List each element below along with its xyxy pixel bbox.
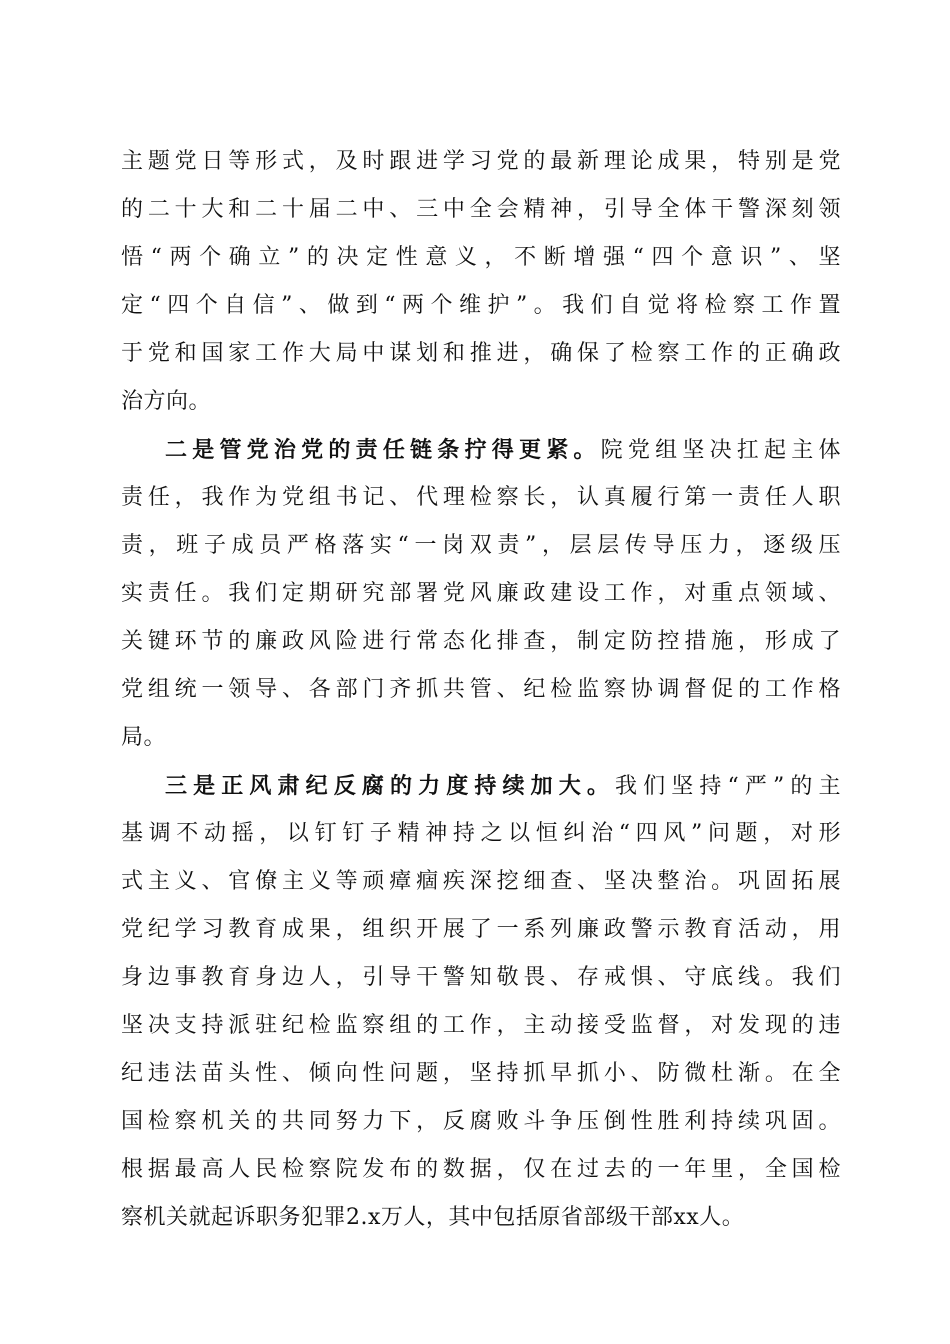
- paragraph-2: [121, 426, 841, 762]
- text-line: 于党和国家工作大局中谋划和推进，确保了检察工作的正确政: [121, 341, 841, 366]
- text-line: 党纪学习教育成果，组织开展了一系列廉政警示教育活动，用: [121, 917, 841, 942]
- paragraph-heading: 二是管党治党的责任链条拧得更紧。: [165, 437, 601, 463]
- text-line: 责，班子成员严格落实“一岗双责”，层层传导压力，逐级压: [121, 533, 841, 558]
- text-line: 主题党日等形式，及时跟进学习党的最新理论成果，特别是党: [121, 149, 841, 174]
- body-text: [121, 138, 841, 1242]
- text-line: 关键环节的廉政风险进行常态化排查，制定防控措施，形成了: [121, 629, 841, 654]
- text-line: 治方向。: [121, 389, 212, 414]
- text-line: [121, 762, 841, 810]
- text-line: 根据最高人民检察院发布的数据，仅在过去的一年里，全国检: [121, 1157, 841, 1182]
- paragraph-3: [121, 762, 841, 1242]
- paragraph-1: [121, 138, 841, 426]
- text-line: 责任，我作为党组书记、代理检察长，认真履行第一责任人职: [121, 485, 841, 510]
- text-line: 基调不动摇，以钉钉子精神持之以恒纠治“四风”问题，对形: [121, 821, 841, 846]
- text-line: 的二十大和二十届二中、三中全会精神，引导全体干警深刻领: [121, 197, 841, 222]
- text-line: 坚决支持派驻纪检监察组的工作，主动接受监督，对发现的违: [121, 1013, 841, 1038]
- text-line: 党组统一领导、各部门齐抓共管、纪检监察协调督促的工作格: [121, 677, 841, 702]
- text-fragment: 院党组坚决扛起主体: [600, 438, 841, 463]
- text-line: 察机关就起诉职务犯罪2.x万人，其中包括原省部级干部xx人。: [121, 1205, 745, 1230]
- text-line: 国检察机关的共同努力下，反腐败斗争压倒性胜利持续巩固。: [121, 1109, 841, 1134]
- text-line: 实责任。我们定期研究部署党风廉政建设工作，对重点领域、: [121, 581, 841, 606]
- text-line: 式主义、官僚主义等顽瘴痼疾深挖细查、坚决整治。巩固拓展: [121, 869, 841, 894]
- text-line: [121, 426, 841, 474]
- text-line: 定“四个自信”、做到“两个维护”。我们自觉将检察工作置: [121, 293, 841, 318]
- text-line: 悟“两个确立”的决定性意义，不断增强“四个意识”、坚: [121, 245, 841, 270]
- text-line: 纪违法苗头性、倾向性问题，坚持抓早抓小、防微杜渐。在全: [121, 1061, 841, 1086]
- text-line: 局。: [121, 725, 167, 750]
- text-fragment: 我们坚持“严”的主: [615, 774, 841, 799]
- text-line: 身边事教育身边人，引导干警知敬畏、存戒惧、守底线。我们: [121, 965, 841, 990]
- paragraph-heading: 三是正风肃纪反腐的力度持续加大。: [165, 773, 615, 799]
